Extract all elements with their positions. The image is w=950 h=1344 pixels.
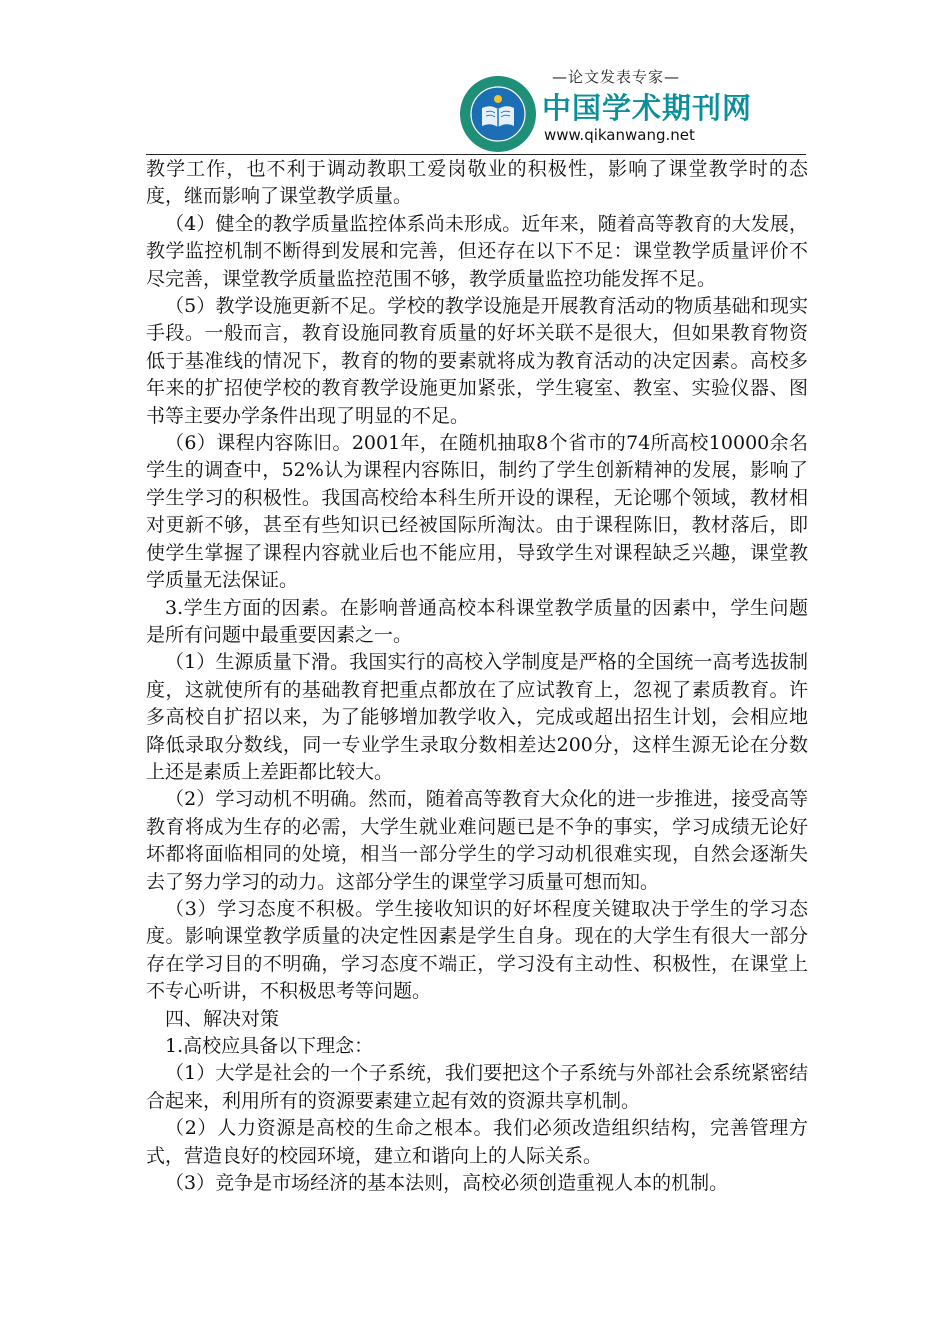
- paragraph-concept-2: （2）人力资源是高校的生命之根本。我们必须改造组织结构，完善管理方式，营造良好的校园环境，建立和谐向上的人际关系。: [146, 1117, 808, 1167]
- body-text: [146, 156, 808, 1197]
- paragraph-item-5: （5）教学设施更新不足。学校的教学设施是开展教育活动的物质基础和现实手段。一般而言，教育设施同教育质量的好坏关联不是很大，但如果教育物资低于基准线的情况下，教育的物的要素就将成为教育活动的决定因素。高校多年来的扩招使学校的教育教学设施更加紧张，学生寝室、教室、实验仪器、图书等主要办学条件出现了明显的不足。: [146, 295, 808, 427]
- journal-seal-logo: [458, 74, 538, 154]
- subheading-concepts: 1.高校应具备以下理念：: [165, 1035, 374, 1057]
- paragraph-student-1: （1）生源质量下滑。我国实行的高校入学制度是严格的全国统一高考选拔制度，这就使所有的基础教育把重点都放在了应试教育上，忽视了素质教育。许多高校自扩招以来，为了能够增加教学收入，完成或超出招生计划，会相应地降低录取分数线，同一专业学生录取分数相差达200分，这样生源无论在分数上还是素质上差距都比较大。: [146, 651, 808, 783]
- paragraph-item-4: （4）健全的教学质量监控体系尚未形成。近年来，随着高等教育的大发展，教学监控机制不断得到发展和完善，但还存在以下不足：课堂教学质量评价不尽完善，课堂教学质量监控范围不够，教学质量监控功能发挥不足。: [146, 212, 808, 290]
- paragraph-student-factors: 3.学生方面的因素。在影响普通高校本科课堂教学质量的因素中，学生问题是所有问题中最重要因素之一。: [146, 596, 808, 646]
- journal-header: [458, 66, 753, 158]
- paragraph-student-3: （3）学习态度不积极。学生接收知识的好坏程度关键取决于学生的学习态度。影响课堂教学质量的决定性因素是学生自身。现在的大学生有很大一部分存在学习目的不明确，学习态度不端正，学习没有主动性、积极性，在课堂上不专心听讲，不积极思考等问题。: [146, 897, 808, 1003]
- paragraph-item-6: （6）课程内容陈旧。2001年，在随机抽取8个省市的74所高校10000余名学生的调查中，52%认为课程内容陈旧，制约了学生创新精神的发展，影响了学生学习的积极性。我国高校给本科生所开设的课程，无论哪个领域，教材相对更新不够，甚至有些知识已经被国际所淘汰。由于课程陈旧，教材落后，即使学生掌握了课程内容就业后也不能应用，导致学生对课程缺乏兴趣，课堂教学质量无法保证。: [146, 432, 808, 592]
- header-tagline: —论文发表专家—: [552, 68, 681, 86]
- paragraph-concept-3: （3）竞争是市场经济的基本法则，高校必须创造重视人本的机制。: [165, 1172, 729, 1195]
- section-heading-solutions: 四、解决对策: [165, 1007, 280, 1030]
- journal-website: www.qikanwang.net: [544, 126, 695, 144]
- journal-brand-name: 中国学术期刊网: [542, 91, 753, 125]
- paragraph-continued: 教学工作，也不利于调动教职工爱岗敬业的积极性，影响了课堂教学时的态度，继而影响了课堂教学质量。: [146, 158, 808, 208]
- paragraph-concept-1: （1）大学是社会的一个子系统，我们要把这个子系统与外部社会系统紧密结合起来，利用所有的资源要素建立起有效的资源共享机制。: [146, 1062, 808, 1112]
- paragraph-student-2: （2）学习动机不明确。然而，随着高等教育大众化的进一步推进，接受高等教育将成为生存的必需，大学生就业难问题已是不争的事实，学习成绩无论好坏都将面临相同的处境，相当一部分学生的学习动机很难实现，自然会逐渐失去了努力学习的动力。这部分学生的课堂学习质量可想而知。: [146, 788, 808, 893]
- header-divider: [146, 154, 806, 155]
